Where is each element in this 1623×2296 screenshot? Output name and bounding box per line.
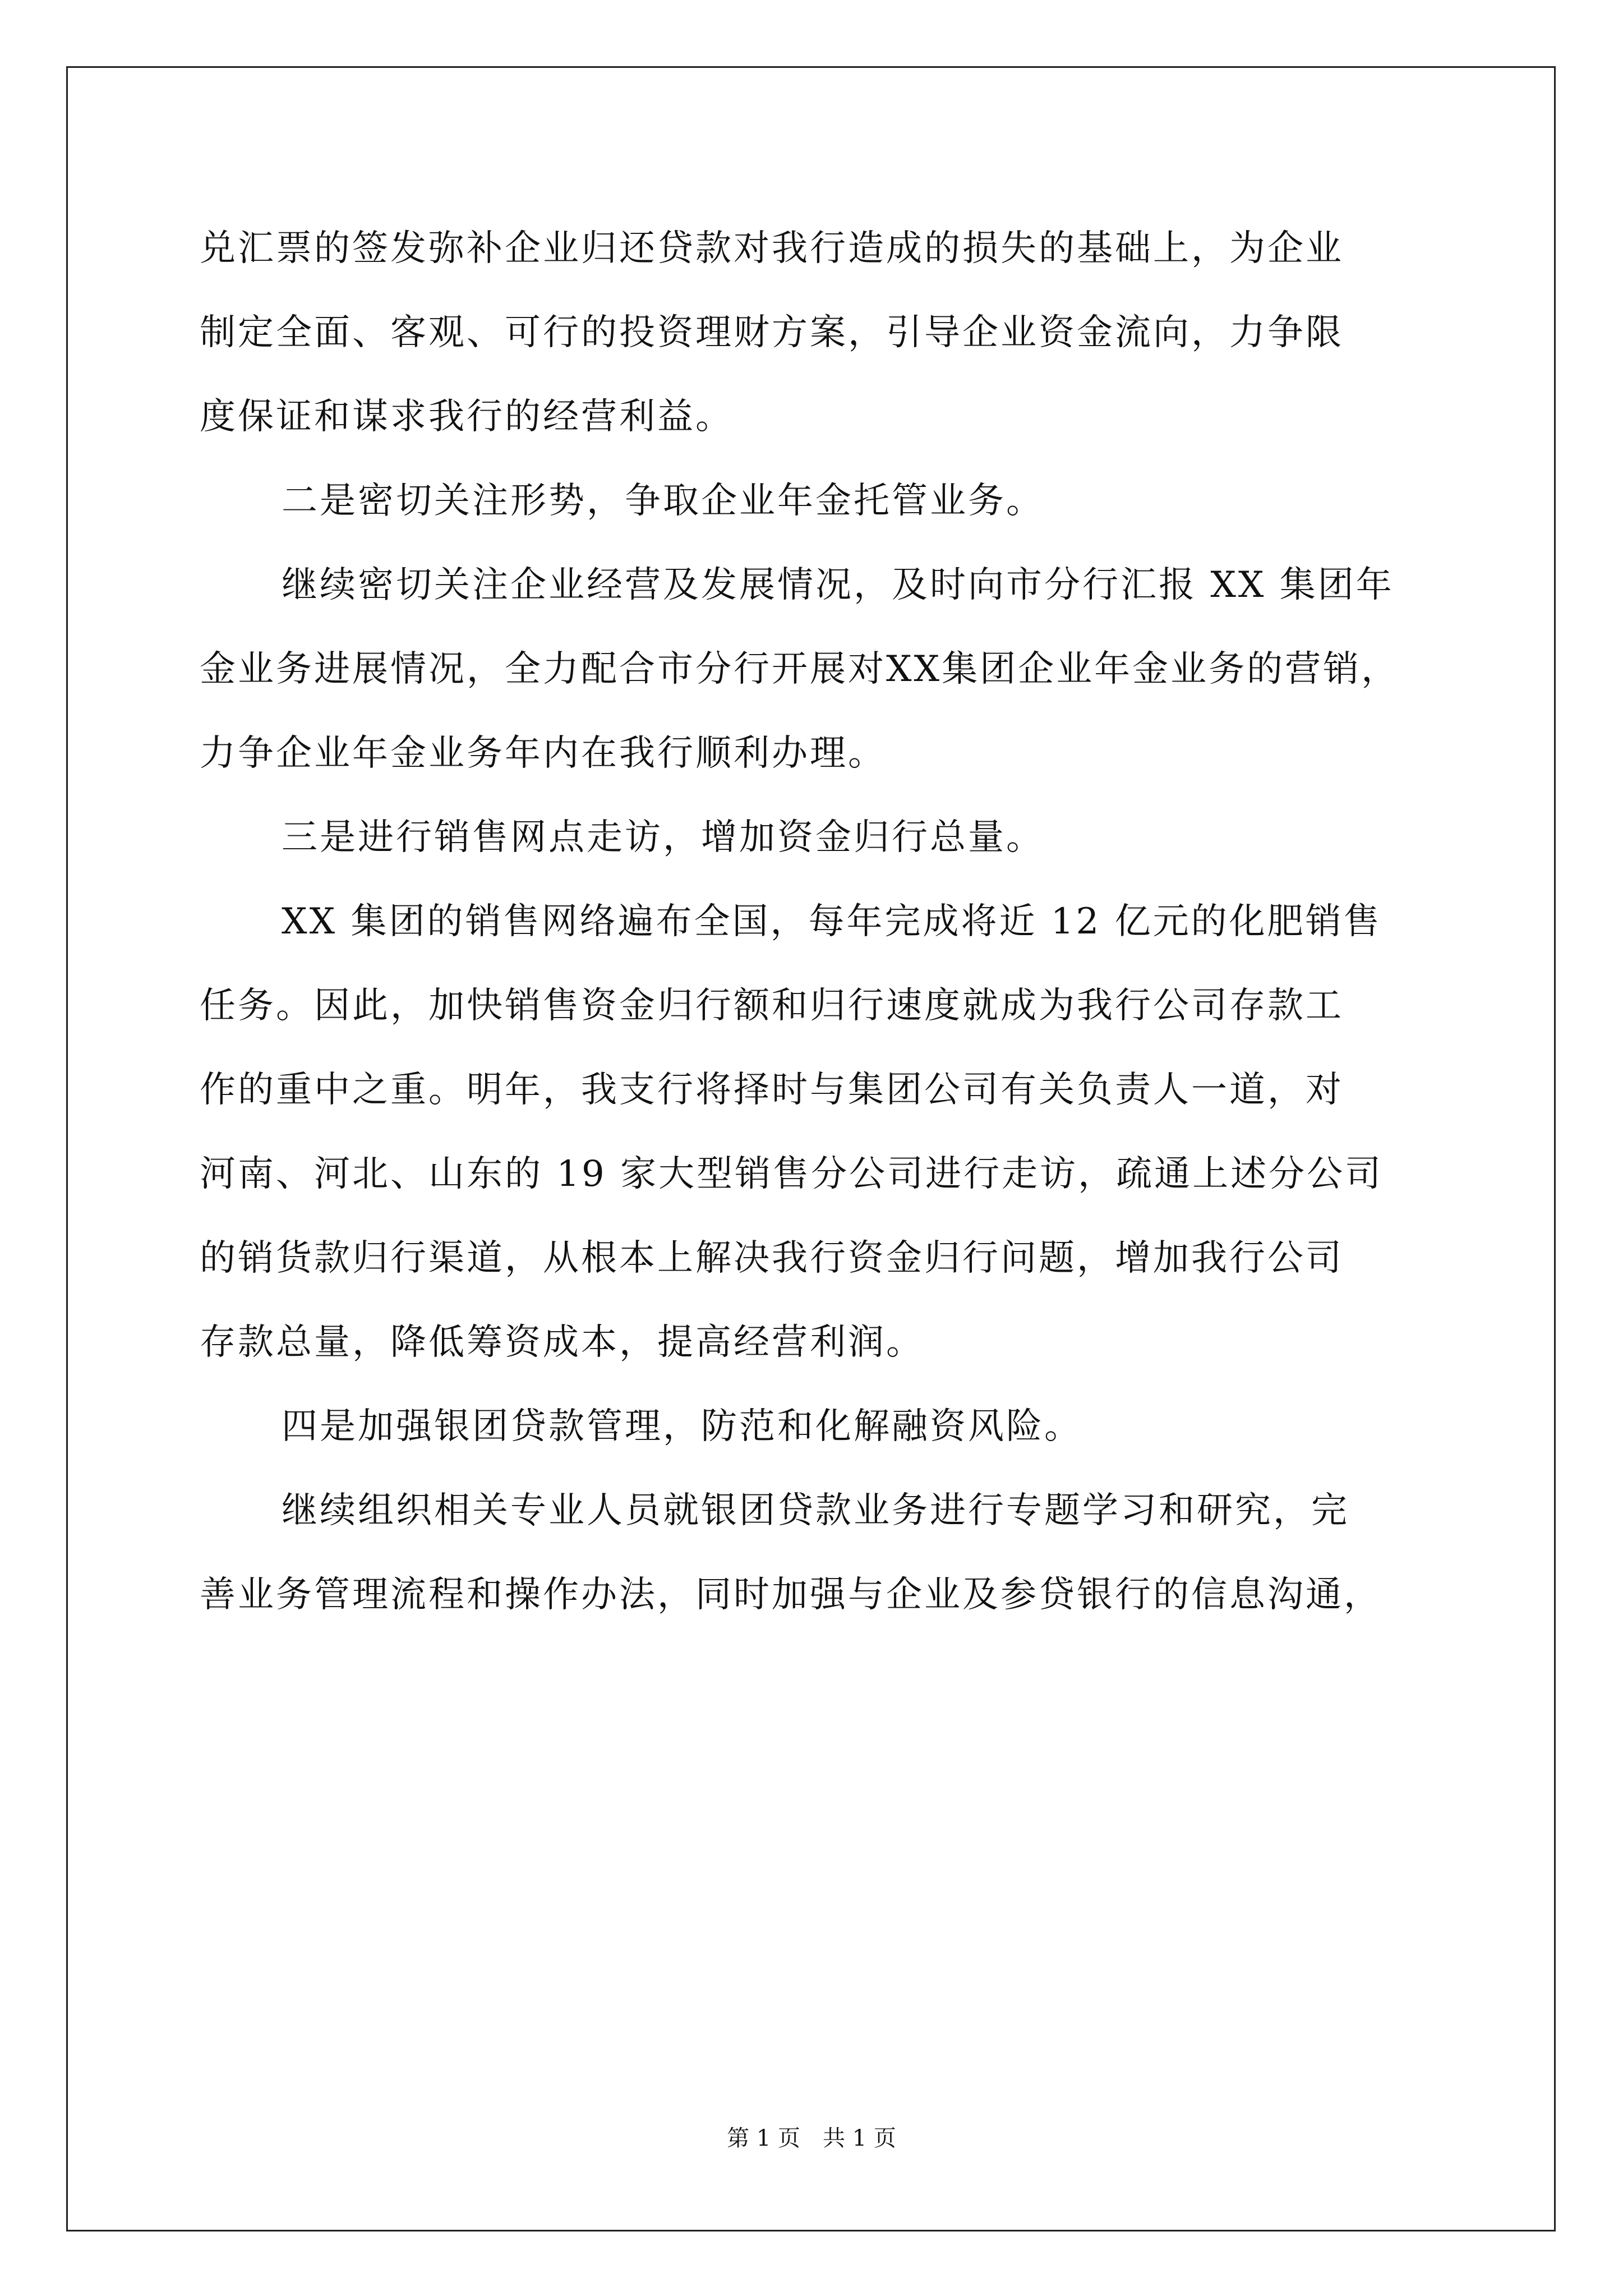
text-line: XX 集团的销售网络遍布全国，每年完成将近 12 亿元的化肥销售 <box>282 901 1382 942</box>
text-line: 制定全面、客观、可行的投资理财方案，引导企业资金流向，力争限 <box>200 312 1344 353</box>
section-heading: 三是进行销售网点走访，增加资金归行总量。 <box>282 817 1044 858</box>
document-body <box>200 206 1433 1637</box>
text-line: 作的重中之重。明年，我支行将择时与集团公司有关负责人一道，对 <box>200 1069 1344 1111</box>
section-heading: 二是密切关注形势，争取企业年金托管业务。 <box>282 480 1044 522</box>
text-line: 存款总量，降低筹资成本，提高经营利润。 <box>200 1322 924 1363</box>
text-line: 善业务管理流程和操作办法，同时加强与企业及参贷银行的信息沟通， <box>200 1574 1382 1616</box>
section-heading: 四是加强银团贷款管理，防范和化解融资风险。 <box>282 1406 1082 1447</box>
text-line: 兑汇票的签发弥补企业归还贷款对我行造成的损失的基础上，为企业 <box>200 228 1344 269</box>
text-line: 继续组织相关专业人员就银团贷款业务进行专题学习和研究，完 <box>282 1490 1349 1531</box>
text-line: 继续密切关注企业经营及发展情况，及时向市分行汇报 XX 集团年 <box>282 564 1394 606</box>
text-line: 河南、河北、山东的 19 家大型销售分公司进行走访，疏通上述分公司 <box>200 1153 1384 1195</box>
text-line: 度保证和谋求我行的经营利益。 <box>200 396 734 438</box>
text-line: 的销货款归行渠道，从根本上解决我行资金归行问题，增加我行公司 <box>200 1237 1344 1279</box>
text-line: 金业务进展情况，全力配合市分行开展对XX集团企业年金业务的营销， <box>200 648 1400 690</box>
text-line: 任务。因此，加快销售资金归行额和归行速度就成为我行公司存款工 <box>200 985 1344 1027</box>
text-line: 力争企业年金业务年内在我行顺利办理。 <box>200 733 886 774</box>
page-footer: 第 1 页 共 1 页 <box>727 2125 896 2151</box>
